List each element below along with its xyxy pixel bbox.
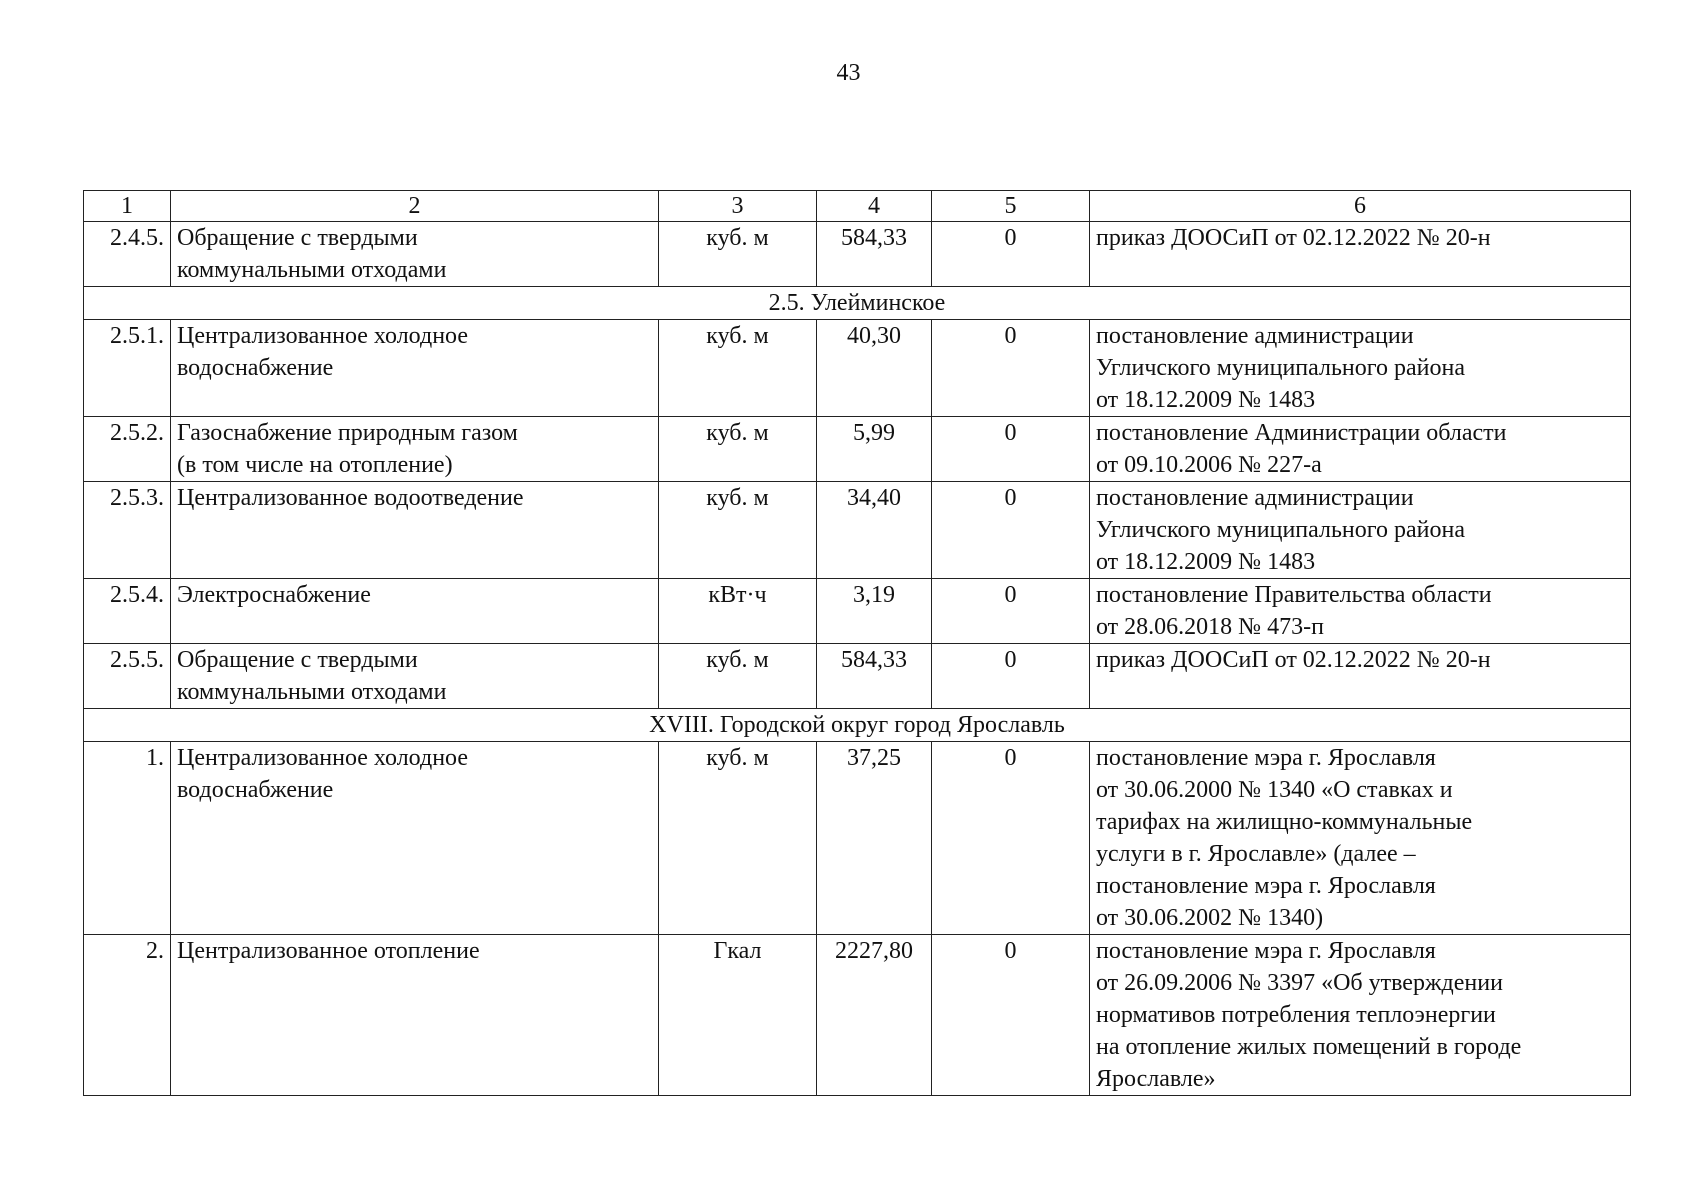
legal-basis-line: от 30.06.2000 № 1340 «О ставках и: [1096, 777, 1453, 803]
unit: куб. м: [659, 417, 817, 482]
legal-basis-line: услуги в г. Ярославле» (далее –: [1096, 841, 1416, 867]
row-number: 2.5.1.: [84, 320, 171, 417]
row-number: 2.5.4.: [84, 579, 171, 644]
norm-value: 5,99: [817, 417, 932, 482]
norm-value: 40,30: [817, 320, 932, 417]
legal-basis-line: постановление администрации: [1096, 323, 1414, 349]
service-name: [171, 417, 659, 482]
table-row: [84, 320, 1631, 417]
column-5-value: 0: [932, 579, 1090, 644]
legal-basis: [1090, 417, 1631, 482]
column-5-value: 0: [932, 742, 1090, 935]
legal-basis-line: от 18.12.2009 № 1483: [1096, 387, 1316, 413]
unit: куб. м: [659, 742, 817, 935]
column-header: 2: [171, 191, 659, 222]
legal-basis: [1090, 742, 1631, 935]
norm-value: 2227,80: [817, 935, 932, 1096]
section-heading: XVIII. Городской округ город Ярославль: [84, 709, 1631, 742]
column-header: 5: [932, 191, 1090, 222]
legal-basis-line: нормативов потребления теплоэнергии: [1096, 1002, 1496, 1028]
legal-basis-line: от 18.12.2009 № 1483: [1096, 549, 1316, 575]
legal-basis: [1090, 935, 1631, 1096]
column-5-value: 0: [932, 222, 1090, 287]
legal-basis-line: Угличского муниципального района: [1096, 517, 1466, 543]
column-header: 6: [1090, 191, 1631, 222]
unit: куб. м: [659, 222, 817, 287]
legal-basis-line: постановление администрации: [1096, 485, 1414, 511]
table-row: [84, 579, 1631, 644]
service-name-line: (в том числе на отопление): [177, 452, 453, 478]
unit: куб. м: [659, 320, 817, 417]
section-heading-row: [84, 709, 1631, 742]
row-number: 2.4.5.: [84, 222, 171, 287]
unit: куб. м: [659, 644, 817, 709]
norm-value: 37,25: [817, 742, 932, 935]
norm-value: 3,19: [817, 579, 932, 644]
service-name: [171, 579, 659, 644]
legal-basis-line: постановление мэра г. Ярославля: [1096, 873, 1436, 899]
unit: куб. м: [659, 482, 817, 579]
table-row: [84, 935, 1631, 1096]
service-name: [171, 222, 659, 287]
table-row: [84, 417, 1631, 482]
service-name-line: Обращение с твердыми: [177, 225, 418, 251]
row-number: 2.5.5.: [84, 644, 171, 709]
legal-basis: [1090, 482, 1631, 579]
legal-basis-line: на отопление жилых помещений в городе: [1096, 1034, 1522, 1060]
service-name-line: водоснабжение: [177, 777, 334, 803]
table-row: [84, 742, 1631, 935]
legal-basis-line: приказ ДООСиП от 02.12.2022 № 20-н: [1096, 225, 1491, 251]
norm-value: 584,33: [817, 222, 932, 287]
legal-basis-line: постановление мэра г. Ярославля: [1096, 745, 1436, 771]
section-heading-row: [84, 287, 1631, 320]
section-heading: 2.5. Улейминское: [84, 287, 1631, 320]
legal-basis-line: от 26.09.2006 № 3397 «Об утверждении: [1096, 970, 1503, 996]
legal-basis-line: постановление Администрации области: [1096, 420, 1507, 446]
row-number: 1.: [84, 742, 171, 935]
tariff-table: [83, 190, 1631, 1096]
service-name-line: Электроснабжение: [177, 582, 371, 608]
legal-basis-line: от 30.06.2002 № 1340): [1096, 905, 1324, 931]
table-row: [84, 644, 1631, 709]
norm-value: 34,40: [817, 482, 932, 579]
service-name: [171, 320, 659, 417]
table-row: [84, 482, 1631, 579]
legal-basis-line: Угличского муниципального района: [1096, 355, 1466, 381]
service-name: [171, 935, 659, 1096]
table-row: [84, 222, 1631, 287]
service-name-line: водоснабжение: [177, 355, 334, 381]
legal-basis-line: от 28.06.2018 № 473-п: [1096, 614, 1324, 640]
legal-basis: [1090, 644, 1631, 709]
column-header: 4: [817, 191, 932, 222]
table-body: [84, 191, 1631, 1096]
service-name: [171, 742, 659, 935]
service-name-line: Газоснабжение природным газом: [177, 420, 518, 446]
column-5-value: 0: [932, 320, 1090, 417]
legal-basis-line: тарифах на жилищно-коммунальные: [1096, 809, 1473, 835]
column-5-value: 0: [932, 482, 1090, 579]
legal-basis: [1090, 320, 1631, 417]
service-name-line: коммунальными отходами: [177, 257, 447, 283]
service-name-line: Централизованное холодное: [177, 745, 468, 771]
page-number: 43: [836, 60, 861, 86]
column-5-value: 0: [932, 935, 1090, 1096]
service-name: [171, 482, 659, 579]
legal-basis-line: от 09.10.2006 № 227-а: [1096, 452, 1322, 478]
service-name-line: Обращение с твердыми: [177, 647, 418, 673]
legal-basis-line: Ярославле»: [1096, 1066, 1216, 1092]
service-name: [171, 644, 659, 709]
column-5-value: 0: [932, 417, 1090, 482]
row-number: 2.5.2.: [84, 417, 171, 482]
column-number-row: [84, 191, 1631, 222]
legal-basis-line: постановление Правительства области: [1096, 582, 1492, 608]
service-name-line: Централизованное отопление: [177, 938, 480, 964]
service-name-line: коммунальными отходами: [177, 679, 447, 705]
column-header: 1: [84, 191, 171, 222]
column-header: 3: [659, 191, 817, 222]
service-name-line: Централизованное водоотведение: [177, 485, 524, 511]
unit: кВт·ч: [659, 579, 817, 644]
legal-basis: [1090, 222, 1631, 287]
legal-basis: [1090, 579, 1631, 644]
row-number: 2.: [84, 935, 171, 1096]
service-name-line: Централизованное холодное: [177, 323, 468, 349]
legal-basis-line: приказ ДООСиП от 02.12.2022 № 20-н: [1096, 647, 1491, 673]
unit: Гкал: [659, 935, 817, 1096]
column-5-value: 0: [932, 644, 1090, 709]
row-number: 2.5.3.: [84, 482, 171, 579]
legal-basis-line: постановление мэра г. Ярославля: [1096, 938, 1436, 964]
norm-value: 584,33: [817, 644, 932, 709]
